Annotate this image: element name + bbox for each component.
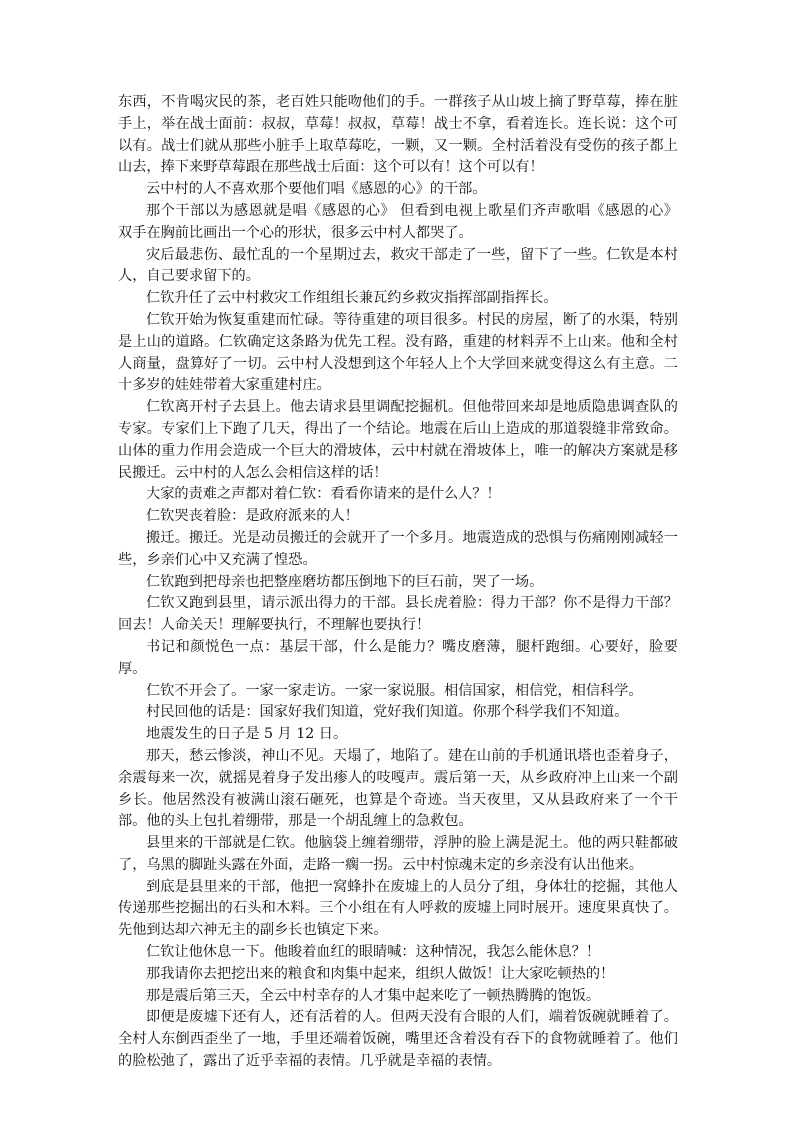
paragraph-4: 灾后最悲伤、最忙乱的一个星期过去，救灾干部走了一些，留下了一些。仁钦是本村人，自己要求留下的。 — [118, 246, 678, 285]
paragraph-17: 那天，愁云惨淡，神山不见。天塌了，地陷了。建在山前的手机通讯塔也歪着身子，余震每来一次，就摇晃着身子发出瘆人的吱嘎声。震后第一天，从乡政府冲上山来一个副乡长。他居然没有被满山滚石砸死，也算是个奇迹。当天夜里，又从县政府来了一个干部。他的头上包扎着绷带，那是一个胡乱缠上的急救包。 — [118, 747, 678, 830]
paragraph-19: 到底是县里来的干部，他把一窝蜂扑在废墟上的人员分了组，身体壮的挖掘，其他人传递那些挖掘出的石头和木料。三个小组在有人呼救的废墟上同时展开。速度果真快了。先他到达却六神无主的副乡长也镇定下来。 — [118, 878, 678, 939]
paragraph-21: 那我请你去把挖出来的粮食和肉集中起来，组织人做饭！让大家吃顿热的！ — [146, 965, 615, 982]
paragraph-18: 县里来的干部就是仁钦。他脑袋上缠着绷带，浮肿的脸上满是泥土。他的两只鞋都破了，乌黑的脚趾头露在外面，走路一瘸一拐。云中村惊魂未定的乡亲没有认出他来。 — [118, 835, 678, 873]
paragraph-2: 云中村的人不喜欢那个要他们唱《感恩的心》的干部。 — [146, 181, 487, 198]
paragraph-8: 大家的责难之声都对着仁钦：看看你请来的是什么人？！ — [146, 486, 501, 503]
paragraph-1: 东西，不肯喝灾民的茶，老百姓只能吻他们的手。一群孩子从山坡上摘了野草莓，捧在脏手上，举在战士面前：叔叔，草莓！叔叔，草莓！战士不拿，看着连长。连长说：这个可以有。战士们就从那些小脏手上取草莓吃，一颗，又一颗。全村活着没有受伤的孩子都上山去，捧下来野草莓跟在那些战士后面：这个可以有！这个可以有！ — [118, 94, 678, 176]
paragraph-5: 仁钦升任了云中村救灾工作组组长兼瓦约乡救灾指挥部副指挥长。 — [146, 290, 558, 307]
paragraph-23: 即便是废墟下还有人，还有活着的人。但两天没有合眼的人们，端着饭碗就睡着了。全村人东倒西歪坐了一地，手里还端着饭碗，嘴里还含着没有吞下的食物就睡着了。他们的脸松弛了，露出了近乎幸福的表情。几乎就是幸福的表情。 — [118, 1009, 678, 1070]
paragraph-3: 那个干部以为感恩就是唱《感恩的心》 但看到电视上歌星们齐声歌唱《感恩的心》 双手在胸前比画出一个心的形状，很多云中村人都哭了。 — [118, 202, 678, 241]
paragraph-13: 书记和颜悦色一点：基层干部，什么是能力？嘴皮磨薄，腿杆跑细。心要好，脸要厚。 — [118, 638, 678, 677]
paragraph-15: 村民回他的话是：国家好我们知道，党好我们知道。你那个科学我们不知道。 — [146, 704, 629, 721]
paragraph-7: 仁钦离开村子去县上。他去请求县里调配挖掘机。但他带回来却是地质隐患调查队的专家。专家们上下跑了几天，得出了一个结论。地震在后山上造成的那道裂缝非常致命。山体的重力作用会造成一个巨大的滑坡体，云中村就在滑坡体上，唯一的解决方案就是移民搬迁。云中村的人怎么会相信这样的话！ — [118, 399, 678, 481]
paragraph-11: 仁钦跑到把母亲也把整座磨坊都压倒地下的巨石前，哭了一场。 — [146, 573, 544, 590]
paragraph-6: 仁钦开始为恢复重建而忙碌。等待重建的项目很多。村民的房屋，断了的水渠，特别是上山的道路。仁钦确定这条路为优先工程。没有路，重建的材料弄不上山来。他和全村人商量，盘算好了一切。云中村人没想到这个年轻人上个大学回来就变得这么有主意。二十多岁的娃娃带着大家重建村庄。 — [118, 311, 678, 394]
paragraph-12: 仁钦又跑到县里，请示派出得力的干部。县长虎着脸：得力干部？你不是得力干部？回去！人命关天！理解要执行，不理解也要执行！ — [118, 595, 678, 634]
paragraph-10: 搬迁。搬迁。光是动员搬迁的会就开了一个多月。地震造成的恐惧与伤痛刚刚减轻一些，乡亲们心中又充满了惶恐。 — [118, 529, 678, 568]
document-page — [118, 92, 678, 1073]
paragraph-16: 地震发生的日子是 5 月 12 日。 — [146, 726, 348, 743]
paragraph-20: 仁钦让他休息一下。他睃着血红的眼睛喊：这种情况，我怎么能休息？！ — [146, 944, 601, 961]
paragraph-22: 那是震后第三天，全云中村幸存的人才集中起来吃了一顿热腾腾的饱饭。 — [146, 987, 601, 1004]
paragraph-9: 仁钦哭丧着脸：是政府派来的人！ — [146, 508, 359, 525]
paragraph-14: 仁钦不开会了。一家一家走访。一家一家说服。相信国家，相信党，相信科学。 — [146, 682, 643, 699]
